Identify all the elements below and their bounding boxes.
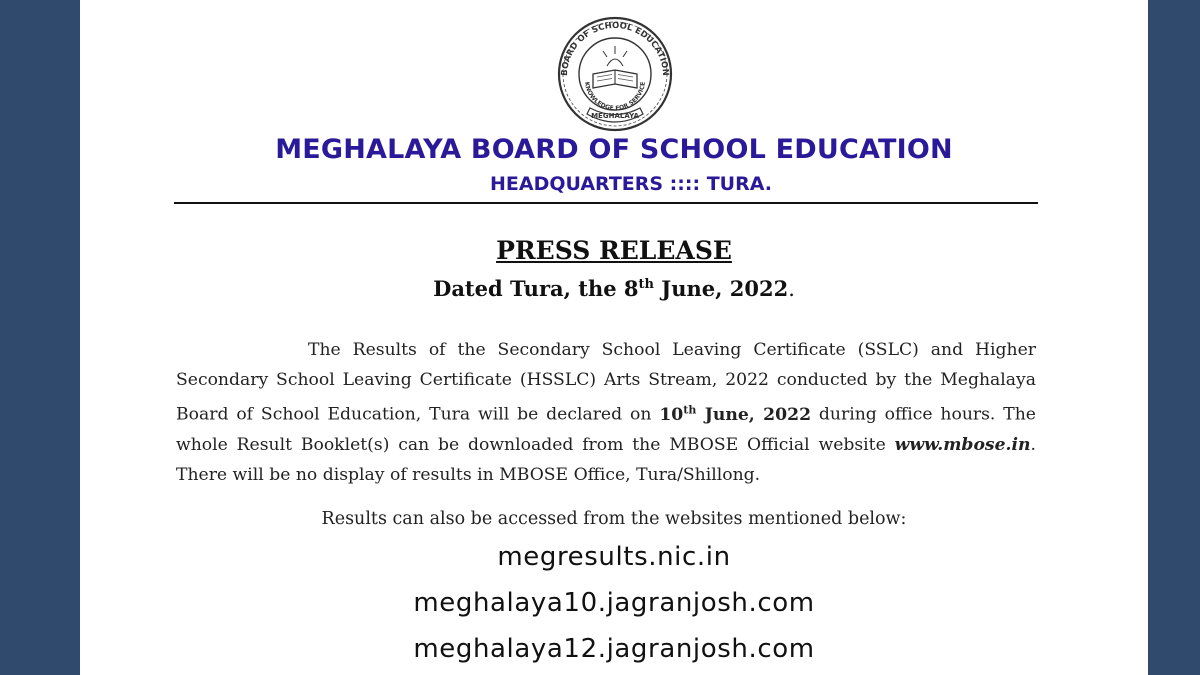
press-release-heading: PRESS RELEASE <box>496 236 732 265</box>
result-date <box>659 405 811 425</box>
announcement-paragraph <box>176 335 1036 490</box>
site-link-megresults[interactable]: megresults.nic.in <box>497 542 731 572</box>
seal-emblem <box>541 14 689 132</box>
seal-bottom-text <box>689 14 690 15</box>
release-date-end: . <box>788 277 795 301</box>
seal-outer-text <box>689 14 690 15</box>
headquarters-subtitle: HEADQUARTERS :::: TURA. <box>489 173 772 195</box>
paragraph-part3: . There will be no display of results in MBOSE Office, Tura/Shillong. <box>176 434 1036 485</box>
seal-inner-text <box>689 14 690 15</box>
document-page <box>80 0 1148 675</box>
access-intro: Results can also be accessed from the websites mentioned below: <box>321 509 907 529</box>
mbose-website-link[interactable]: www.mbose.in <box>894 434 1031 455</box>
release-date-prefix: Dated Tura, the 8 <box>433 276 639 301</box>
site-link-meghalaya12[interactable]: meghalaya12.jagranjosh.com <box>413 634 815 664</box>
svg-text:MEGHALAYA: MEGHALAYA <box>591 112 639 120</box>
result-day: 10 <box>659 404 684 425</box>
header-divider <box>174 202 1038 204</box>
svg-text:KNOWLEDGE FOR SERVICE: KNOWLEDGE FOR SERVICE <box>583 81 647 113</box>
mbose-seal-logo <box>541 14 689 132</box>
paragraph-part1: The Results of the Secondary School Leaving Certificate (SSLC) and Higher Secondary School Leaving Certificate (HSSLC) Arts Stream, 2022 conducted by the Meghalaya Board of School Education, Tura will be declared on <box>176 340 1036 425</box>
result-day-sup: th <box>683 403 697 416</box>
release-date-suffix: June, 2022 <box>653 276 789 301</box>
svg-text:BOARD OF SCHOOL EDUCATION: BOARD OF SCHOOL EDUCATION <box>559 20 671 77</box>
result-month: June, 2022 <box>696 404 812 425</box>
site-link-meghalaya10[interactable]: meghalaya10.jagranjosh.com <box>413 588 815 618</box>
release-date-sup: th <box>638 277 654 292</box>
board-title: MEGHALAYA BOARD OF SCHOOL EDUCATION <box>275 134 953 165</box>
paragraph-part2: during office hours. The whole Result Booklet(s) can be downloaded from the MBOSE Official website <box>176 404 1036 455</box>
release-date <box>80 276 1148 301</box>
